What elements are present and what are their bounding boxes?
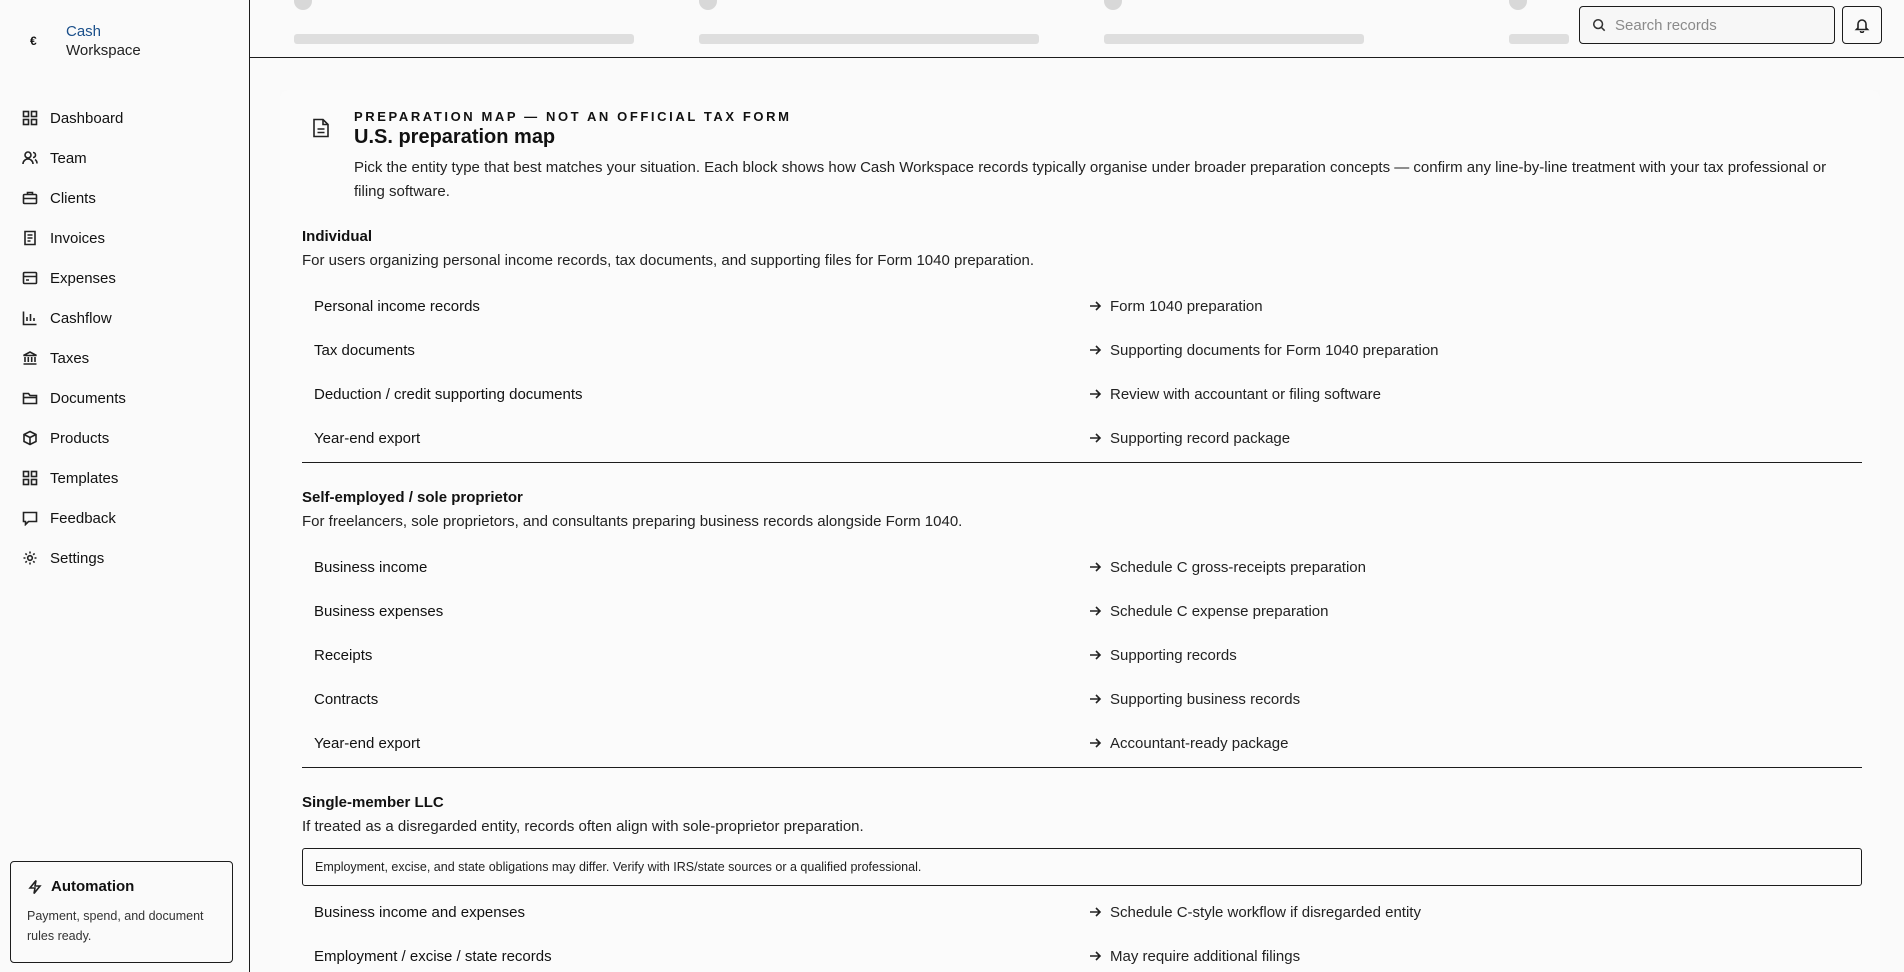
automation-title: Automation (51, 878, 135, 895)
preparation-map (280, 90, 1880, 972)
record-label: Personal income records (314, 297, 480, 315)
maps-to-label: Form 1040 preparation (1110, 297, 1263, 315)
map-row (302, 545, 1862, 589)
sidebar-item-label: Templates (50, 469, 119, 487)
maps-to-label: Supporting business records (1110, 690, 1301, 708)
automation-card[interactable] (10, 861, 233, 963)
sidebar-item-products[interactable] (0, 418, 250, 458)
sidebar-item-expenses[interactable] (0, 258, 250, 298)
record-label: Year-end export (314, 734, 421, 752)
section-divider (302, 767, 1862, 768)
sidebar-item-cashflow[interactable] (0, 298, 250, 338)
invoice-icon (22, 230, 38, 246)
sidebar-item-templates[interactable] (0, 458, 250, 498)
arrow-right-icon (1088, 387, 1102, 401)
loading-placeholder (1104, 0, 1364, 58)
sidebar-item-dashboard[interactable] (0, 98, 250, 138)
sidebar-item-taxes[interactable] (0, 338, 250, 378)
record-label: Deduction / credit supporting documents (314, 385, 583, 403)
euro-logo-icon: € (30, 34, 37, 48)
brand[interactable] (30, 22, 141, 60)
bolt-icon (27, 879, 43, 895)
section-single-member-llc (302, 792, 1862, 972)
grid-icon (22, 470, 38, 486)
briefcase-icon (22, 190, 38, 206)
users-icon (22, 150, 38, 166)
section-title: Single-member LLC (302, 794, 444, 811)
sidebar-item-invoices[interactable] (0, 218, 250, 258)
page-title: U.S. preparation map (354, 126, 556, 148)
map-row (302, 721, 1862, 765)
record-label: Employment / excise / state records (314, 947, 552, 965)
sidebar-item-label: Expenses (50, 269, 116, 287)
sidebar-item-team[interactable] (0, 138, 250, 178)
brand-subtitle: Workspace (66, 42, 141, 59)
sidebar-item-label: Invoices (50, 229, 106, 247)
map-row (302, 328, 1862, 372)
sidebar-item-feedback[interactable] (0, 498, 250, 538)
arrow-right-icon (1088, 736, 1102, 750)
section-divider (302, 462, 1862, 463)
map-row (302, 677, 1862, 721)
section-individual (302, 226, 1862, 463)
brand-name: Cash (66, 23, 102, 40)
arrow-right-icon (1088, 343, 1102, 357)
maps-to-label: May require additional filings (1110, 947, 1301, 965)
arrow-right-icon (1088, 431, 1102, 445)
notifications-button[interactable] (1842, 6, 1882, 44)
bank-icon (22, 350, 38, 366)
message-icon (22, 510, 38, 526)
gear-icon (22, 550, 38, 566)
section-title: Individual (302, 228, 373, 245)
maps-to-label: Review with accountant or filing software (1110, 385, 1381, 403)
page-intro: Pick the entity type that best matches your situation. Each block shows how Cash Workspace records typically organise under broader preparation concepts — confirm any line-by-line treatment with your tax professional or filing software. (354, 159, 1827, 200)
package-icon (22, 430, 38, 446)
document-icon (312, 118, 330, 138)
section-description: For users organizing personal income records, tax documents, and supporting files for Form 1040 preparation. (302, 252, 1035, 269)
maps-to-label: Schedule C-style workflow if disregarded entity (1110, 903, 1421, 921)
search-icon (1592, 18, 1606, 32)
loading-placeholder (294, 0, 634, 58)
topbar (250, 0, 1904, 58)
search-input[interactable] (1615, 17, 1825, 34)
record-label: Year-end export (314, 429, 421, 447)
map-row (302, 416, 1862, 460)
map-row (302, 372, 1862, 416)
loading-placeholder (1509, 0, 1569, 58)
map-row (302, 284, 1862, 328)
sidebar-nav (0, 98, 250, 578)
sidebar-item-label: Team (50, 149, 87, 167)
loading-placeholder (699, 0, 1039, 58)
sidebar-item-label: Feedback (50, 509, 116, 527)
map-row (302, 633, 1862, 677)
section-description: If treated as a disregarded entity, records often align with sole-proprietor preparation. (302, 818, 864, 835)
section-self-employed (302, 487, 1862, 768)
maps-to-label: Supporting record package (1110, 429, 1291, 447)
sidebar-item-label: Documents (50, 389, 126, 407)
bar-chart-icon (22, 310, 38, 326)
sidebar-item-clients[interactable] (0, 178, 250, 218)
maps-to-label: Schedule C gross-receipts preparation (1110, 558, 1366, 576)
sidebar-item-label: Taxes (50, 349, 90, 367)
arrow-right-icon (1088, 692, 1102, 706)
arrow-right-icon (1088, 905, 1102, 919)
dashboard-icon (22, 110, 38, 126)
record-label: Business expenses (314, 602, 444, 620)
map-row (302, 890, 1862, 934)
sidebar (0, 0, 250, 972)
sidebar-item-label: Products (50, 429, 110, 447)
record-label: Tax documents (314, 341, 415, 359)
section-note: Employment, excise, and state obligations may differ. Verify with IRS/state sources or a qualified professional. (302, 848, 1862, 886)
search-box[interactable] (1579, 6, 1835, 44)
section-description: For freelancers, sole proprietors, and consultants preparing business records alongside Form 1040. (302, 513, 963, 530)
map-row (302, 934, 1862, 972)
arrow-right-icon (1088, 949, 1102, 963)
page-eyebrow: PREPARATION MAP — NOT AN OFFICIAL TAX FORM (354, 109, 792, 124)
record-label: Contracts (314, 690, 379, 708)
arrow-right-icon (1088, 299, 1102, 313)
maps-to-label: Supporting documents for Form 1040 preparation (1110, 341, 1439, 359)
sidebar-item-settings[interactable] (0, 538, 250, 578)
maps-to-label: Schedule C expense preparation (1110, 602, 1329, 620)
maps-to-label: Accountant-ready package (1110, 734, 1289, 752)
folder-icon (22, 390, 38, 406)
arrow-right-icon (1088, 604, 1102, 618)
sidebar-item-documents[interactable] (0, 378, 250, 418)
arrow-right-icon (1088, 560, 1102, 574)
section-title: Self-employed / sole proprietor (302, 489, 523, 506)
sidebar-item-label: Settings (50, 549, 105, 567)
record-label: Receipts (314, 646, 373, 664)
wallet-icon (22, 270, 38, 286)
automation-description: Payment, spend, and document rules ready. (27, 909, 204, 943)
record-label: Business income (314, 558, 428, 576)
sidebar-item-label: Dashboard (50, 109, 124, 127)
sidebar-item-label: Cashflow (50, 309, 112, 327)
bell-icon (1854, 17, 1870, 33)
sidebar-item-label: Clients (50, 189, 96, 207)
map-row (302, 589, 1862, 633)
arrow-right-icon (1088, 648, 1102, 662)
maps-to-label: Supporting records (1110, 646, 1237, 664)
record-label: Business income and expenses (314, 903, 525, 921)
